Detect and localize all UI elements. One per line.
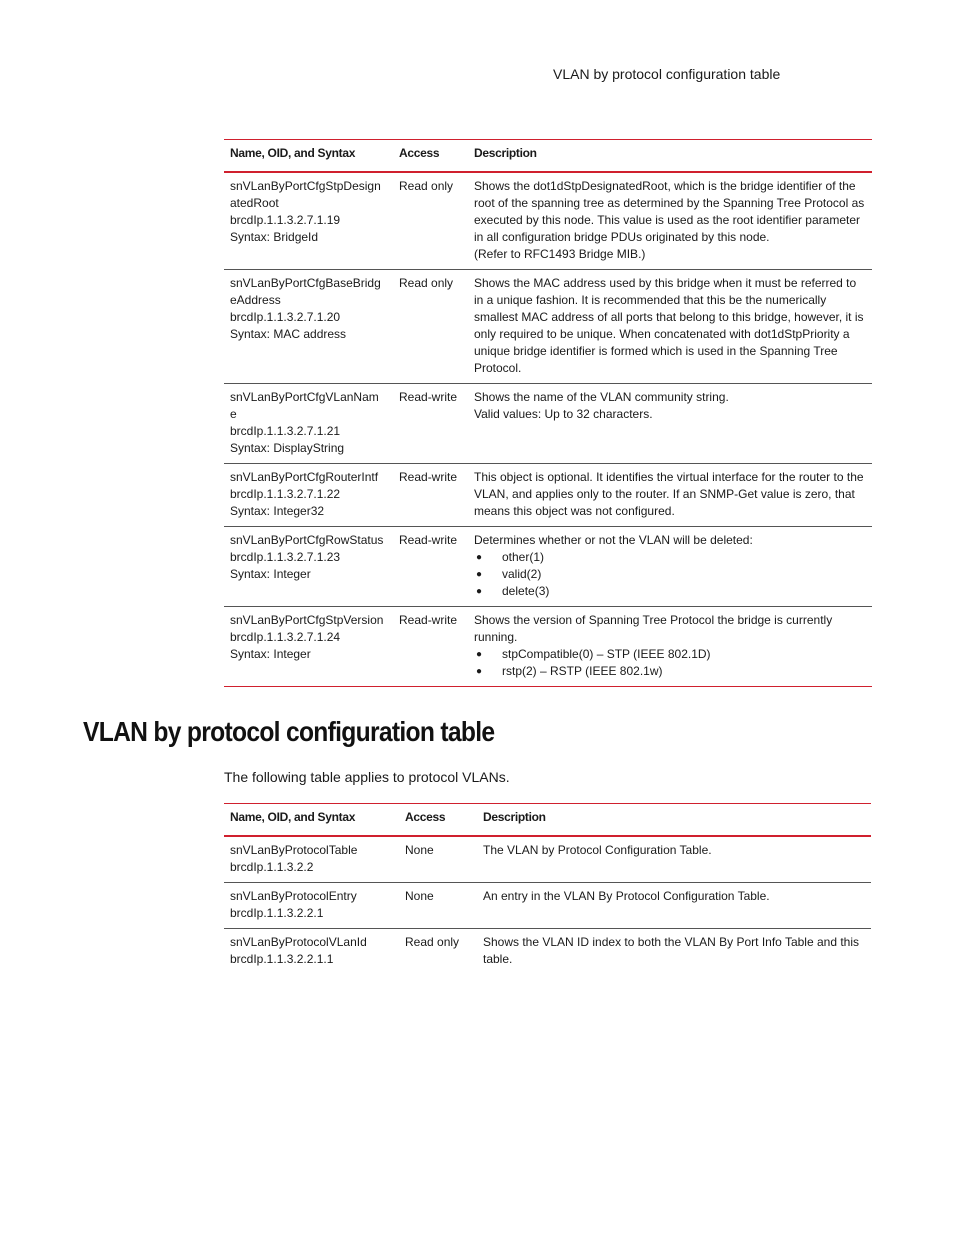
description-text: The VLAN by Protocol Configuration Table. xyxy=(483,843,712,857)
description-text: Shows the MAC address used by this bridge when it must be referred to in a unique fashion. It is recommended that this be the numerically smallest MAC address of all ports that belong to this bridge, however, it is only required to be unique. When concatenated with dot1dStpPriority a unique bridge identifier is formed which is used in the Spanning Tree Protocol. xyxy=(474,276,864,375)
description-text: (Refer to RFC1493 Bridge MIB.) xyxy=(474,247,646,261)
name-line: snVLanByPortCfgRowStatus xyxy=(230,533,384,547)
column-header-name: Name, OID, and Syntax xyxy=(224,804,399,837)
cell-name-oid-syntax xyxy=(224,527,393,607)
name-line: brcdIp.1.1.3.2.2.1 xyxy=(230,906,324,920)
cell-name-oid-syntax xyxy=(224,384,393,464)
cell-access: Read-write xyxy=(393,607,468,687)
name-line: brcdIp.1.1.3.2.7.1.19 xyxy=(230,213,341,227)
table-row xyxy=(224,607,872,687)
cell-description xyxy=(477,929,871,975)
table-row xyxy=(224,384,872,464)
cell-access: Read only xyxy=(405,935,460,949)
cell-access: None xyxy=(399,836,477,883)
name-line: Syntax: Integer xyxy=(230,567,311,581)
table-row xyxy=(224,527,872,607)
section-intro: The following table applies to protocol VLANs. xyxy=(224,769,510,785)
name-line: snVLanByPortCfgBaseBridg xyxy=(230,276,381,290)
table-row xyxy=(224,929,871,975)
cell-access: Read-write xyxy=(393,527,468,607)
description-text: Shows the VLAN ID index to both the VLAN By Port Info Table and this table. xyxy=(483,935,859,966)
column-header-description: Description xyxy=(468,140,872,173)
description-text: An entry in the VLAN By Protocol Configuration Table. xyxy=(483,889,770,903)
name-line: brcdIp.1.1.3.2.7.1.21 xyxy=(230,424,341,438)
cell-access: None xyxy=(399,883,477,929)
name-line: snVLanByPortCfgVLanNam xyxy=(230,390,379,404)
name-line: brcdIp.1.1.3.2.7.1.20 xyxy=(230,310,341,324)
name-line: eAddress xyxy=(230,293,281,307)
name-line: Syntax: MAC address xyxy=(230,327,347,341)
name-line: snVLanByPortCfgStpDesign xyxy=(230,179,381,193)
name-line: Syntax: Integer xyxy=(230,647,311,661)
name-line: Syntax: Integer32 xyxy=(230,504,325,518)
name-line: Syntax: DisplayString xyxy=(230,441,345,455)
description-text: Shows the version of Spanning Tree Protocol the bridge is currently running. xyxy=(474,613,833,644)
running-header: VLAN by protocol configuration table xyxy=(553,66,781,82)
cell-access: Read-write xyxy=(393,464,468,527)
description-text: This object is optional. It identifies the virtual interface for the router to the VLAN, and applies only to the router. If an SNMP-Get value is zero, that means this object was not configured. xyxy=(474,470,864,518)
cell-name-oid-syntax xyxy=(224,172,393,270)
bullet-item: ● valid(2) xyxy=(474,566,866,583)
name-line: snVLanByProtocolEntry xyxy=(230,889,357,903)
cell-description xyxy=(468,270,872,384)
cell-description xyxy=(468,384,872,464)
cell-name-oid-syntax xyxy=(224,464,393,527)
section-title: VLAN by protocol configuration table xyxy=(83,716,495,747)
cell-name-oid-syntax xyxy=(224,836,399,883)
bullet-item: ● delete(3) xyxy=(474,583,866,600)
description-text: Valid values: Up to 32 characters. xyxy=(474,407,653,421)
description-text: Determines whether or not the VLAN will be deleted: xyxy=(474,533,753,547)
description-text: Shows the name of the VLAN community string. xyxy=(474,390,729,404)
table-row xyxy=(224,883,871,929)
table-header-row xyxy=(224,140,872,173)
name-line: snVLanByProtocolVLanId xyxy=(230,935,367,949)
column-header-description: Description xyxy=(477,804,871,837)
bullet-item: ● other(1) xyxy=(474,549,866,566)
bullet-list xyxy=(474,646,866,680)
mib-table-protocol xyxy=(224,803,871,974)
cell-name-oid-syntax xyxy=(224,607,393,687)
cell-access: Read-write xyxy=(393,384,468,464)
name-line: Syntax: BridgeId xyxy=(230,230,319,244)
name-line: snVLanByProtocolTable xyxy=(230,843,358,857)
name-line: brcdIp.1.1.3.2.7.1.23 xyxy=(230,550,341,564)
table-row xyxy=(224,172,872,270)
cell-description xyxy=(468,464,872,527)
column-header-name: Name, OID, and Syntax xyxy=(224,140,393,173)
bullet-list xyxy=(474,549,866,600)
cell-description xyxy=(477,883,871,929)
cell-description xyxy=(468,172,872,270)
cell-name-oid-syntax xyxy=(224,929,399,975)
column-header-access: Access xyxy=(399,804,477,837)
mib-table-port-cfg xyxy=(224,139,872,687)
cell-description xyxy=(468,607,872,687)
cell-access: Read only xyxy=(393,270,468,384)
column-header-access: Access xyxy=(393,140,468,173)
name-line: atedRoot xyxy=(230,196,279,210)
description-text: Shows the dot1dStpDesignatedRoot, which is the bridge identifier of the root of the spanning tree as determined by the Spanning Tree Protocol as executed by this node. This value is used as the root identifier parameter in all configuration bridge PDUs originated by this node. xyxy=(474,179,865,244)
name-line: snVLanByPortCfgStpVersion xyxy=(230,613,384,627)
bullet-item: ● rstp(2) – RSTP (IEEE 802.1w) xyxy=(474,663,866,680)
name-line: brcdIp.1.1.3.2.2 xyxy=(230,860,314,874)
name-line: brcdIp.1.1.3.2.2.1.1 xyxy=(230,952,334,966)
cell-description xyxy=(477,836,871,883)
table-row xyxy=(224,836,871,883)
name-line: snVLanByPortCfgRouterIntf xyxy=(230,470,379,484)
cell-description xyxy=(468,527,872,607)
cell-name-oid-syntax xyxy=(224,270,393,384)
name-line: brcdIp.1.1.3.2.7.1.22 xyxy=(230,487,341,501)
table-row xyxy=(224,464,872,527)
bullet-item: ● stpCompatible(0) – STP (IEEE 802.1D) xyxy=(474,646,866,663)
cell-name-oid-syntax xyxy=(224,883,399,929)
table-header-row xyxy=(224,804,871,837)
cell-access: Read only xyxy=(393,172,468,270)
name-line: brcdIp.1.1.3.2.7.1.24 xyxy=(230,630,341,644)
name-line: e xyxy=(230,407,237,421)
table-row xyxy=(224,270,872,384)
